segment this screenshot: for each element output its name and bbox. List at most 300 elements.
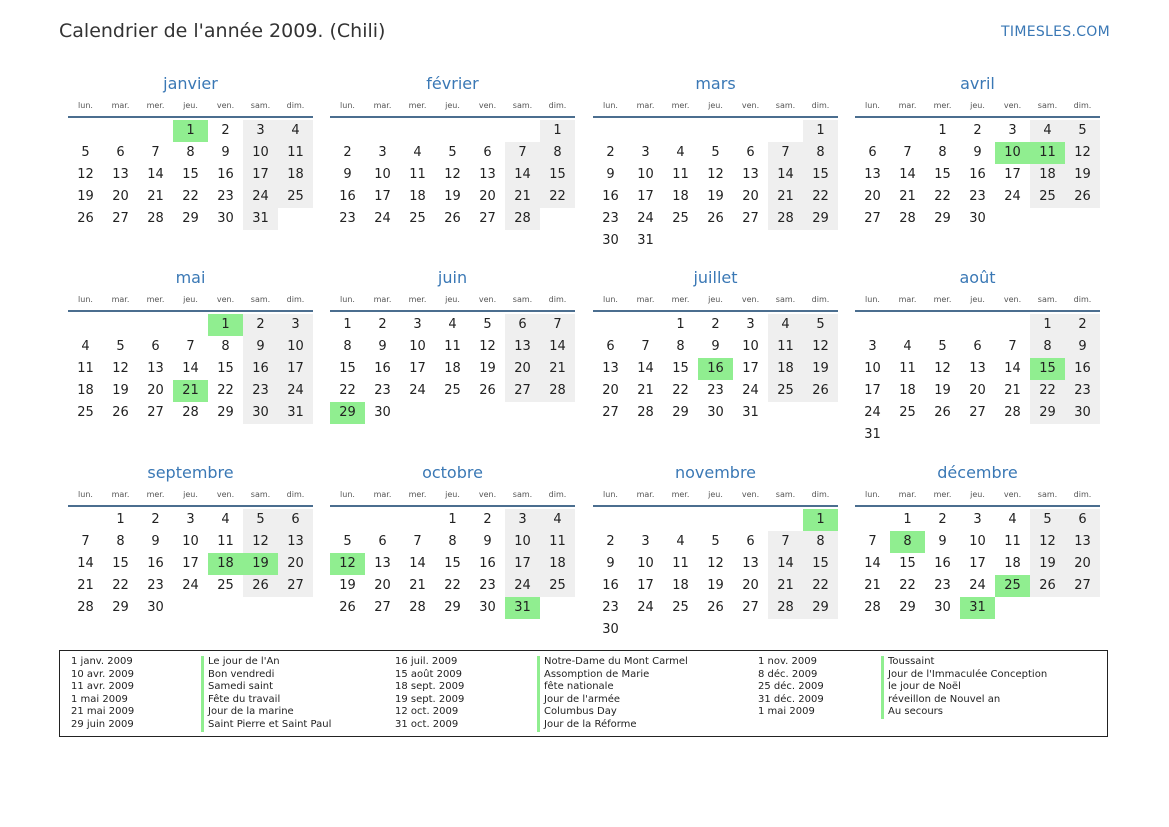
day-cell: 12 xyxy=(243,531,278,553)
day-cell: 13 xyxy=(278,531,313,553)
week-row xyxy=(593,336,838,358)
week-row xyxy=(593,509,838,531)
week-row xyxy=(855,336,1100,358)
day-cell: 5 xyxy=(343,534,352,549)
day-cell: 9 xyxy=(343,167,352,182)
weekday-label: lun. xyxy=(340,490,355,499)
day-cell: 23 xyxy=(479,578,496,593)
day-cell: 20 xyxy=(602,383,619,398)
weekday-label: jeu. xyxy=(183,101,198,110)
day-cell: 6 xyxy=(278,509,313,531)
day-cell: 15 xyxy=(444,556,461,571)
empty-cell xyxy=(733,509,768,531)
empty-cell xyxy=(103,314,138,336)
day-cell: 21 xyxy=(77,578,94,593)
day-cell: 2 xyxy=(938,512,947,527)
day-cell: 5 xyxy=(1030,509,1065,531)
day-cell: 26 xyxy=(77,211,94,226)
day-cell: 15 xyxy=(672,361,689,376)
day-cell: 31 xyxy=(243,208,278,230)
day-cell: 21 xyxy=(768,575,803,597)
day-cell: 23 xyxy=(602,600,619,615)
day-cell: 4 xyxy=(1008,512,1017,527)
empty-cell xyxy=(138,314,173,336)
week-row xyxy=(330,142,575,164)
day-cell: 16 xyxy=(602,189,619,204)
day-cell: 26 xyxy=(339,600,356,615)
week-row xyxy=(593,597,838,619)
day-cell: 16 xyxy=(602,578,619,593)
weekday-label: dim. xyxy=(548,295,567,304)
day-cell: 15 xyxy=(339,361,356,376)
day-cell: 28 xyxy=(637,405,654,420)
day-cell: 8 xyxy=(540,142,575,164)
month-3 xyxy=(855,72,1100,230)
day-cell: 1 xyxy=(938,123,947,138)
weekday-label: sam. xyxy=(775,295,796,304)
week-row xyxy=(855,186,1100,208)
day-cell: 4 xyxy=(676,534,685,549)
week-row xyxy=(855,597,1100,619)
day-cell: 15 xyxy=(899,556,916,571)
day-cell: 28 xyxy=(409,600,426,615)
month-0 xyxy=(68,72,313,230)
week-row xyxy=(68,142,313,164)
day-cell: 20 xyxy=(1065,553,1100,575)
weekday-label: sam. xyxy=(250,295,271,304)
day-cell: 7 xyxy=(505,142,540,164)
day-cell: 7 xyxy=(903,145,912,160)
weekday-header xyxy=(330,96,575,116)
day-cell: 16 xyxy=(217,167,234,182)
empty-cell xyxy=(995,314,1030,336)
week-row xyxy=(330,164,575,186)
day-cell: 22 xyxy=(803,186,838,208)
day-cell: 7 xyxy=(540,314,575,336)
legend-name-column xyxy=(537,656,688,732)
day-cell: 5 xyxy=(448,145,457,160)
day-cell: 12 xyxy=(1065,142,1100,164)
week-row xyxy=(68,336,313,358)
day-cell: 27 xyxy=(505,380,540,402)
day-cell: 12 xyxy=(1030,531,1065,553)
day-cell: 12 xyxy=(112,361,129,376)
day-cell: 28 xyxy=(864,600,881,615)
day-cell: 9 xyxy=(243,336,278,358)
empty-cell xyxy=(768,120,803,142)
day-cell: 29 xyxy=(803,208,838,230)
weekday-label: dim. xyxy=(548,101,567,110)
day-cell: 24 xyxy=(278,380,313,402)
day-cell: 9 xyxy=(938,534,947,549)
weekday-label: mar. xyxy=(373,490,392,499)
week-row xyxy=(855,120,1100,142)
weekday-label: ven. xyxy=(216,295,235,304)
month-name: avril xyxy=(960,74,995,93)
day-cell: 18 xyxy=(278,164,313,186)
week-row xyxy=(855,575,1100,597)
day-cell: 11 xyxy=(77,361,94,376)
day-cell: 2 xyxy=(151,512,160,527)
day-cell: 12 xyxy=(444,167,461,182)
weekday-header xyxy=(330,290,575,310)
week-row xyxy=(855,142,1100,164)
day-cell: 16 xyxy=(147,556,164,571)
day-cell: 25 xyxy=(768,380,803,402)
week-row xyxy=(68,120,313,142)
month-name: octobre xyxy=(422,463,483,482)
day-cell: 3 xyxy=(746,317,755,332)
day-cell: 20 xyxy=(479,189,496,204)
weekday-label: jeu. xyxy=(970,295,985,304)
weekday-label: mer. xyxy=(933,295,952,304)
day-cell: 3 xyxy=(278,314,313,336)
weekday-label: ven. xyxy=(216,101,235,110)
day-cell: 3 xyxy=(186,512,195,527)
weekday-label: mer. xyxy=(671,101,690,110)
day-cell: 23 xyxy=(339,211,356,226)
legend-holiday-name: Columbus Day xyxy=(537,706,688,719)
day-cell: 26 xyxy=(1065,186,1100,208)
empty-cell xyxy=(698,120,733,142)
day-cell: 17 xyxy=(374,189,391,204)
legend-date: 8 déc. 2009 xyxy=(758,668,818,680)
day-cell: 18 xyxy=(672,189,689,204)
day-cell: 22 xyxy=(899,578,916,593)
month-name: juin xyxy=(437,268,468,287)
legend-holiday-name: Saint Pierre et Saint Paul xyxy=(201,719,331,732)
weekday-label: mar. xyxy=(373,295,392,304)
day-cell: 10 xyxy=(182,534,199,549)
day-cell: 28 xyxy=(147,211,164,226)
day-cell: 28 xyxy=(540,380,575,402)
holiday-day-cell: 18 xyxy=(208,553,243,575)
legend-date: 1 mai 2009 xyxy=(71,693,128,705)
day-cell: 27 xyxy=(742,211,759,226)
day-cell: 24 xyxy=(742,383,759,398)
weekday-label: ven. xyxy=(1003,295,1022,304)
month-name: décembre xyxy=(937,463,1018,482)
legend-date: 21 mai 2009 xyxy=(71,706,135,718)
day-cell: 26 xyxy=(1030,575,1065,597)
day-cell: 14 xyxy=(505,164,540,186)
day-cell: 25 xyxy=(444,383,461,398)
weekday-header xyxy=(330,485,575,505)
empty-cell xyxy=(628,509,663,531)
weekday-label: lun. xyxy=(865,295,880,304)
day-cell: 13 xyxy=(1065,531,1100,553)
day-cell: 28 xyxy=(768,208,803,230)
day-cell: 5 xyxy=(1065,120,1100,142)
day-cell: 10 xyxy=(374,167,391,182)
day-cell: 17 xyxy=(637,578,654,593)
weekday-label: jeu. xyxy=(445,101,460,110)
day-cell: 22 xyxy=(934,189,951,204)
day-cell: 10 xyxy=(505,531,540,553)
day-cell: 1 xyxy=(676,317,685,332)
day-cell: 24 xyxy=(505,575,540,597)
day-cell: 7 xyxy=(413,534,422,549)
empty-cell xyxy=(663,509,698,531)
legend-date: 31 oct. 2009 xyxy=(395,718,459,730)
day-cell: 28 xyxy=(505,208,540,230)
day-cell: 26 xyxy=(803,380,838,402)
weekday-label: lun. xyxy=(865,101,880,110)
weekday-label: jeu. xyxy=(445,295,460,304)
legend-holiday-name: Bon vendredi xyxy=(201,669,331,682)
day-cell: 29 xyxy=(182,211,199,226)
page-title: Calendrier de l'année 2009. (Chili) xyxy=(59,20,386,42)
weekday-label: sam. xyxy=(1037,101,1058,110)
day-cell: 20 xyxy=(374,578,391,593)
day-cell: 27 xyxy=(742,600,759,615)
day-cell: 7 xyxy=(768,142,803,164)
day-cell: 10 xyxy=(864,361,881,376)
weekday-label: dim. xyxy=(286,101,305,110)
day-cell: 8 xyxy=(676,339,685,354)
weekday-label: lun. xyxy=(78,295,93,304)
day-cell: 22 xyxy=(803,575,838,597)
weekday-label: mar. xyxy=(373,101,392,110)
day-cell: 11 xyxy=(672,556,689,571)
month-4 xyxy=(68,266,313,424)
day-cell: 18 xyxy=(77,383,94,398)
weekday-label: lun. xyxy=(78,490,93,499)
day-cell: 25 xyxy=(672,600,689,615)
weekday-label: ven. xyxy=(1003,101,1022,110)
weekday-label: ven. xyxy=(741,101,760,110)
empty-cell xyxy=(138,120,173,142)
weekday-label: mar. xyxy=(898,101,917,110)
holiday-day-cell: 1 xyxy=(208,314,243,336)
week-row xyxy=(593,142,838,164)
empty-cell xyxy=(890,314,925,336)
empty-cell xyxy=(68,509,103,531)
weekday-label: lun. xyxy=(865,490,880,499)
weekday-label: dim. xyxy=(286,295,305,304)
day-cell: 14 xyxy=(637,361,654,376)
month-divider xyxy=(330,310,575,312)
weekday-label: mar. xyxy=(898,490,917,499)
day-cell: 20 xyxy=(147,383,164,398)
day-cell: 29 xyxy=(112,600,129,615)
day-cell: 13 xyxy=(742,167,759,182)
day-cell: 6 xyxy=(378,534,387,549)
weekday-label: mer. xyxy=(933,101,952,110)
day-cell: 8 xyxy=(803,531,838,553)
day-cell: 26 xyxy=(444,211,461,226)
day-cell: 31 xyxy=(864,427,881,442)
month-divider xyxy=(593,505,838,507)
day-cell: 7 xyxy=(641,339,650,354)
day-cell: 8 xyxy=(448,534,457,549)
week-row xyxy=(593,575,838,597)
week-row xyxy=(855,509,1100,531)
day-cell: 23 xyxy=(243,380,278,402)
week-row xyxy=(68,164,313,186)
week-row xyxy=(68,575,313,597)
week-row xyxy=(593,402,838,424)
week-row xyxy=(593,380,838,402)
legend-date: 19 sept. 2009 xyxy=(395,693,465,705)
day-cell: 1 xyxy=(448,512,457,527)
day-cell: 14 xyxy=(540,336,575,358)
day-cell: 13 xyxy=(602,361,619,376)
week-row xyxy=(855,531,1100,553)
day-cell: 5 xyxy=(116,339,125,354)
legend-holiday-name: Assomption de Marie xyxy=(537,669,688,682)
day-cell: 19 xyxy=(803,358,838,380)
day-cell: 9 xyxy=(711,339,720,354)
week-row xyxy=(330,509,575,531)
day-cell: 31 xyxy=(637,233,654,248)
week-row xyxy=(68,531,313,553)
day-cell: 28 xyxy=(182,405,199,420)
empty-cell xyxy=(593,120,628,142)
day-cell: 29 xyxy=(934,211,951,226)
legend-holiday-name: Jour de la Réforme xyxy=(537,719,688,732)
day-cell: 25 xyxy=(899,405,916,420)
month-8 xyxy=(68,461,313,619)
weekday-label: lun. xyxy=(340,101,355,110)
week-row xyxy=(593,553,838,575)
day-cell: 17 xyxy=(742,361,759,376)
week-row xyxy=(593,314,838,336)
day-cell: 14 xyxy=(768,553,803,575)
weekday-header xyxy=(68,290,313,310)
week-row xyxy=(593,358,838,380)
week-row xyxy=(68,402,313,424)
day-cell: 24 xyxy=(969,578,986,593)
day-cell: 10 xyxy=(637,167,654,182)
day-cell: 6 xyxy=(868,145,877,160)
empty-cell xyxy=(768,509,803,531)
month-11 xyxy=(855,461,1100,619)
empty-cell xyxy=(470,120,505,142)
day-cell: 9 xyxy=(151,534,160,549)
day-cell: 25 xyxy=(409,211,426,226)
day-cell: 4 xyxy=(81,339,90,354)
day-cell: 30 xyxy=(1065,402,1100,424)
day-cell: 30 xyxy=(217,211,234,226)
holiday-day-cell: 25 xyxy=(995,575,1030,597)
day-cell: 4 xyxy=(676,145,685,160)
day-cell: 21 xyxy=(409,578,426,593)
month-5 xyxy=(330,266,575,424)
weekday-label: ven. xyxy=(478,295,497,304)
day-cell: 2 xyxy=(221,123,230,138)
day-cell: 8 xyxy=(221,339,230,354)
day-cell: 8 xyxy=(116,534,125,549)
day-cell: 1 xyxy=(540,120,575,142)
legend-holiday-name: Fête du travail xyxy=(201,694,331,707)
day-cell: 18 xyxy=(1030,164,1065,186)
month-name: mars xyxy=(695,74,736,93)
day-cell: 2 xyxy=(711,317,720,332)
day-cell: 3 xyxy=(1008,123,1017,138)
day-cell: 27 xyxy=(969,405,986,420)
empty-cell xyxy=(663,120,698,142)
weekday-label: lun. xyxy=(340,295,355,304)
day-cell: 7 xyxy=(151,145,160,160)
month-divider xyxy=(593,116,838,118)
day-cell: 19 xyxy=(479,361,496,376)
day-cell: 6 xyxy=(1065,509,1100,531)
weekday-header xyxy=(593,290,838,310)
weekday-label: mer. xyxy=(671,295,690,304)
week-row xyxy=(330,380,575,402)
legend-holiday-name: Jour de l'armée xyxy=(537,694,688,707)
day-cell: 13 xyxy=(479,167,496,182)
empty-cell xyxy=(593,314,628,336)
day-cell: 21 xyxy=(899,189,916,204)
day-cell: 15 xyxy=(803,164,838,186)
day-cell: 31 xyxy=(278,402,313,424)
day-cell: 29 xyxy=(672,405,689,420)
holiday-legend xyxy=(59,650,1108,737)
day-cell: 9 xyxy=(378,339,387,354)
weekday-label: dim. xyxy=(1073,101,1092,110)
day-cell: 19 xyxy=(444,189,461,204)
day-cell: 17 xyxy=(969,556,986,571)
week-row xyxy=(330,531,575,553)
day-cell: 30 xyxy=(707,405,724,420)
weekday-label: jeu. xyxy=(445,490,460,499)
legend-holiday-name: Au secours xyxy=(881,706,1047,719)
day-cell: 30 xyxy=(602,233,619,248)
legend-holiday-name: Samedi saint xyxy=(201,681,331,694)
legend-date: 11 avr. 2009 xyxy=(71,681,134,693)
day-cell: 10 xyxy=(637,556,654,571)
day-cell: 23 xyxy=(602,211,619,226)
day-cell: 17 xyxy=(409,361,426,376)
day-cell: 12 xyxy=(479,339,496,354)
weekday-label: mer. xyxy=(671,490,690,499)
brand-link[interactable]: TIMESLES.COM xyxy=(1001,24,1110,40)
day-cell: 3 xyxy=(413,317,422,332)
day-cell: 26 xyxy=(243,575,278,597)
day-cell: 27 xyxy=(864,211,881,226)
legend-holiday-name: Jour de la marine xyxy=(201,706,331,719)
day-cell: 6 xyxy=(505,314,540,336)
day-cell: 17 xyxy=(864,383,881,398)
day-cell: 20 xyxy=(278,553,313,575)
weekday-header xyxy=(855,290,1100,310)
day-cell: 4 xyxy=(448,317,457,332)
weekday-label: ven. xyxy=(478,101,497,110)
day-cell: 14 xyxy=(864,556,881,571)
empty-cell xyxy=(330,509,365,531)
day-cell: 21 xyxy=(864,578,881,593)
day-cell: 16 xyxy=(243,358,278,380)
holiday-day-cell: 29 xyxy=(330,402,365,424)
week-row xyxy=(68,553,313,575)
day-cell: 9 xyxy=(606,556,615,571)
day-cell: 29 xyxy=(899,600,916,615)
weekday-label: mer. xyxy=(146,101,165,110)
day-cell: 22 xyxy=(339,383,356,398)
week-row xyxy=(855,402,1100,424)
day-cell: 29 xyxy=(1030,402,1065,424)
weekday-label: mer. xyxy=(408,295,427,304)
month-divider xyxy=(855,505,1100,507)
day-cell: 23 xyxy=(707,383,724,398)
day-cell: 16 xyxy=(339,189,356,204)
day-cell: 27 xyxy=(1065,575,1100,597)
empty-cell xyxy=(173,314,208,336)
weekday-label: jeu. xyxy=(183,490,198,499)
holiday-day-cell: 21 xyxy=(173,380,208,402)
